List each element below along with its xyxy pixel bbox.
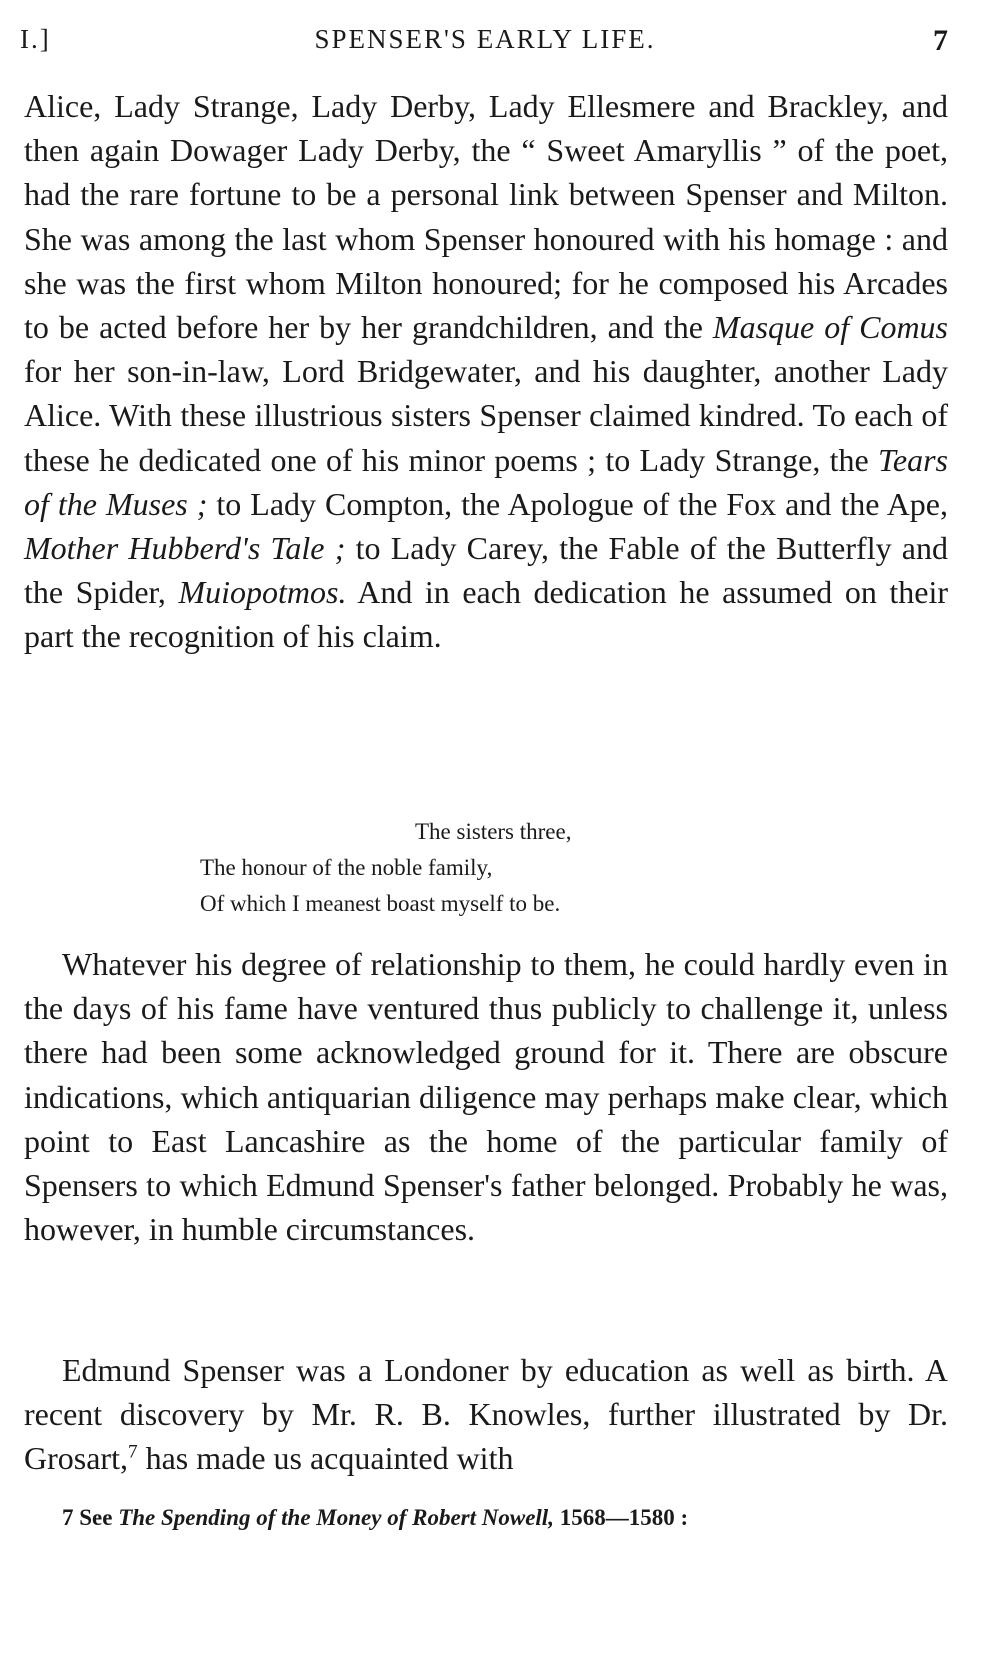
footnote-years: 1568—1580 :: [559, 1505, 689, 1530]
italic-title-muiopotmos: Muiopotmos.: [178, 574, 347, 611]
verse-quotation: [200, 814, 571, 922]
paragraph-relationship: Whatever his degree of relationship to them, he could hardly even in the days of his fame have ventured thus publicly to challenge it, unless there had been some acknowledged ground for it. There are obscure indications, which antiquarian diligence may perhaps make clear, which point to East Lancashire as the home of the particular family of Spensers to which Edmund Spenser's father belonged. Probably he was, however, in humble circumstances.: [24, 946, 948, 1248]
page-number: 7: [933, 24, 950, 57]
footnote-reference: 7: [127, 1441, 138, 1463]
footnote-title: The Spending of the Money of Robert Nowell,: [118, 1505, 554, 1530]
footnote-number: 7: [62, 1505, 74, 1530]
paragraph-lady-derby: [24, 84, 948, 659]
text-run: to Lady Carey, the Fable of the Butterfly and the Spider,: [24, 530, 949, 611]
running-title: SPENSER'S EARLY LIFE.: [314, 24, 656, 54]
text-run: has made us acquainted with: [137, 1440, 514, 1477]
italic-title-hubberd: Mother Hubberd's Tale ;: [24, 530, 346, 567]
text-run: Alice, Lady Strange, Lady Derby, Lady Ellesmere and Brackley, and then again Dowager Lady Derby, the “ Sweet Amaryllis ” of the poet, had the rare fortune to be a personal link between Spenser and Milton. She was among the last whom Spenser honoured with his homage : and she was the first whom Milton honoured; for he composed his Arcades to be acted before her by her grandchildren, and the: [24, 88, 948, 346]
footnote-see: See: [79, 1505, 113, 1530]
verse-line-2: The honour of the noble family,: [200, 855, 493, 880]
verse-line-3: Of which I meanest boast myself to be.: [200, 891, 561, 916]
verse-line-1: The sisters three,: [415, 819, 572, 844]
text-run: for her son-in-law, Lord Bridgewater, and his daughter, another Lady Alice. With these illustrious sisters Spenser claimed kindred. To each of these he dedicated one of his minor poems ; to Lady Strange, the: [24, 353, 948, 478]
text-run: to Lady Compton, the Apologue of the Fox and the Ape,: [207, 485, 949, 522]
footnote: [62, 1505, 688, 1531]
italic-title-tears: Tears of the Muses ;: [24, 441, 948, 522]
running-header: [20, 24, 950, 64]
paragraph-londoner: [24, 1348, 948, 1481]
italic-title-comus: Masque of Comus: [712, 309, 949, 346]
text-run: Edmund Spenser was a Londoner by education as well as birth. A recent discovery by Mr. R. B. Knowles, further illustrated by Dr. Grosart,: [24, 1352, 948, 1477]
chapter-marker: I.]: [20, 24, 51, 54]
text-run: And in each dedication he assumed on their part the recognition of his claim.: [24, 574, 948, 655]
